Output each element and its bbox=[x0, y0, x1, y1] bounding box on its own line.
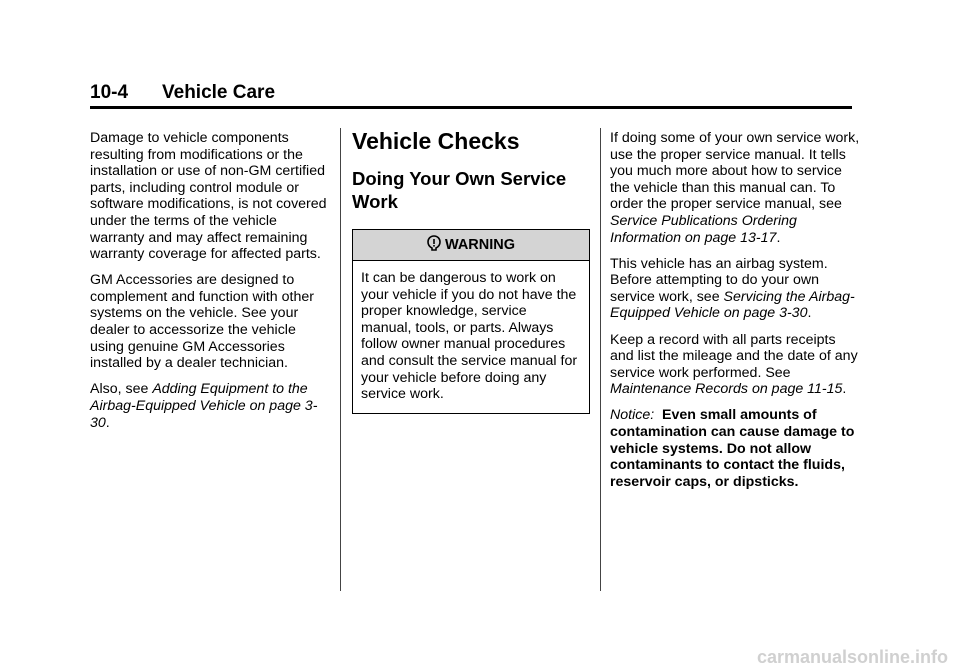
warning-header bbox=[353, 230, 589, 261]
page-number: 10-4 bbox=[90, 82, 129, 103]
header-rule bbox=[90, 106, 852, 109]
text: Keep a record with all parts receipts and list the mileage and the date of any service work performed. See bbox=[610, 331, 858, 381]
cross-reference-link[interactable]: Servicing the Airbag-Equipped Vehicle on page 3-30 bbox=[610, 288, 855, 322]
column-divider bbox=[340, 128, 341, 591]
text: . bbox=[842, 381, 847, 398]
paragraph: GM Accessories are designed to complement and function with other systems on the vehicle. See your dealer to accessorize the vehicle using genuine GM Accessories installed by a dealer technician. bbox=[90, 272, 314, 372]
paragraph bbox=[610, 332, 860, 398]
column-right bbox=[610, 130, 860, 500]
warning-label: WARNING bbox=[444, 236, 516, 253]
cross-reference-link[interactable]: Service Publications Ordering Information on page 13-17 bbox=[610, 212, 797, 246]
text: If doing some of your own service work, use the proper service manual. It tells you much more about how to service the vehicle than this manual can. To order the proper service manual, see bbox=[610, 130, 860, 213]
paragraph bbox=[90, 381, 330, 431]
warning-box bbox=[352, 229, 590, 414]
subsection-heading: Doing Your Own Service Work bbox=[352, 168, 567, 212]
text: This vehicle has an airbag system. Before attempting to do your own service work, see bbox=[610, 255, 828, 305]
text: Also, see bbox=[90, 381, 153, 398]
notice-label: Notice: bbox=[610, 407, 655, 424]
column-middle bbox=[352, 128, 592, 414]
text: . bbox=[776, 229, 781, 246]
cross-reference-link[interactable]: Maintenance Records on page 11-15 bbox=[610, 381, 843, 398]
warning-text: It can be dangerous to work on your vehicle if you do not have the proper knowledge, service manual, tools, or parts. Always follow owner manual procedures and consult the service manual for your vehicle before doing any service work. bbox=[361, 270, 578, 403]
text: . bbox=[105, 414, 110, 431]
cross-reference-link[interactable]: Adding Equipment to the Airbag-Equipped Vehicle on page 3-30 bbox=[90, 381, 318, 431]
notice-text: Even small amounts of contamination can cause damage to vehicle systems. Do not allow contaminants to contact the fluids, reservoir caps, or dipsticks. bbox=[610, 407, 855, 490]
text: . bbox=[807, 305, 812, 322]
section-heading: Vehicle Checks bbox=[352, 128, 520, 154]
paragraph bbox=[610, 130, 860, 246]
paragraph bbox=[610, 256, 860, 322]
section-title: Vehicle Care bbox=[162, 82, 276, 103]
warning-icon bbox=[427, 235, 441, 256]
column-left bbox=[90, 130, 330, 441]
notice-paragraph bbox=[610, 407, 860, 490]
watermark: carmanualsonline.info bbox=[756, 647, 948, 667]
paragraph: Damage to vehicle components resulting from modifications or the installation or use of non-GM certified parts, including control module or software modifications, is not covered under the terms of the vehicle warranty and may affect remaining warranty coverage for affected parts. bbox=[90, 130, 327, 263]
column-divider bbox=[600, 128, 601, 591]
